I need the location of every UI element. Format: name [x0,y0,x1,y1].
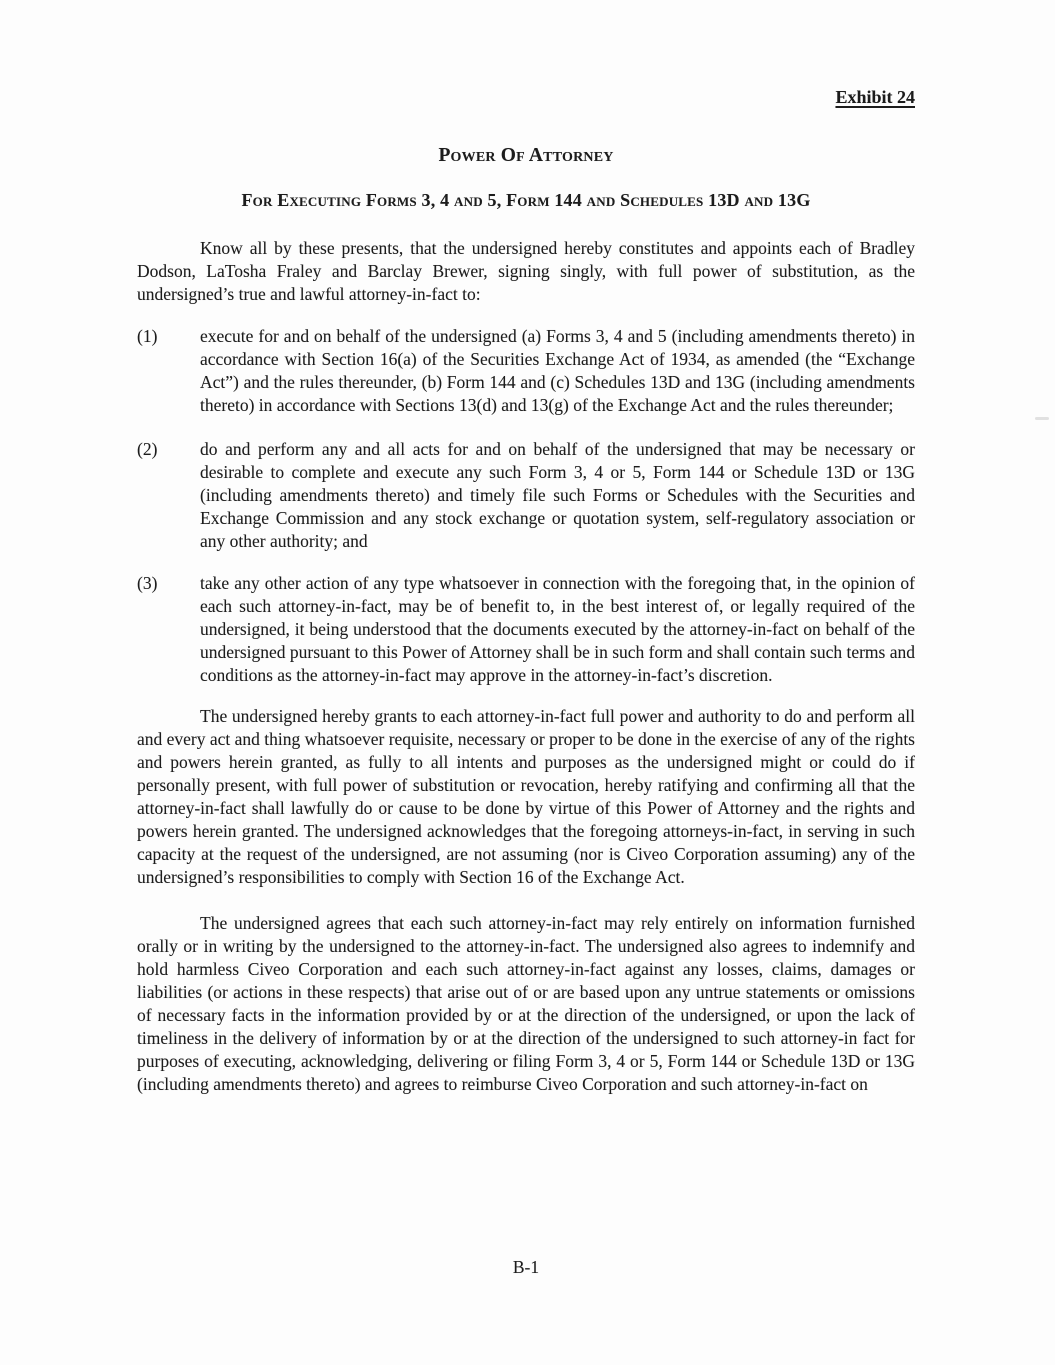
scan-artifact [1035,417,1049,420]
grant-paragraph: The undersigned hereby grants to each attorney-in-fact full power and authority to do and perform all and every act and thing whatsoever requisite, necessary or proper to be done in the exercise of any of the rights and powers herein granted, as fully to all intents and purposes as the undersigned might or could do if personally present, with full power of substitution or revocation, hereby ratifying and confirming all that the attorney-in-fact shall lawfully do or cause to be done by virtue of this Power of Attorney and the rights and powers herein granted. The undersigned acknowledges that the foregoing attorneys-in-fact, in serving in such capacity at the request of the undersigned, are not assuming (nor is Civeo Corporation assuming) any of the undersigned’s responsibilities to comply with Section 16 of the Exchange Act. [137,706,915,887]
numbered-item-3 [137,572,915,687]
page-number: B-1 [512,1257,540,1277]
item-2-number: (2) [137,439,158,459]
exhibit-header [137,86,915,109]
item-3-number: (3) [137,573,158,593]
exhibit-label: Exhibit 24 [835,87,915,107]
reliance-paragraph: The undersigned agrees that each such attorney-in-fact may rely entirely on information furnished orally or in writing by the undersigned to the attorney-in-fact. The undersigned also agrees to indemnify and hold harmless Civeo Corporation and each such attorney-in-fact against any losses, claims, damages or liabilities (or actions in these respects) that arise out of or are based upon any untrue statements or omissions of necessary facts in the information provided by or at the direction of the undersigned, or upon the lack of timeliness in the delivery of information by or at the direction of the undersigned to such attorney-in fact for purposes of executing, acknowledging, delivering or filing Form 3, 4 or 5, Form 144 or Schedule 13D or 13G (including amendments thereto) and agrees to reimburse Civeo Corporation and such attorney-in-fact on [137,913,915,1094]
numbered-item-1 [137,325,915,417]
item-3-text: take any other action of any type whatsoever in connection with the foregoing that, in the opinion of each such attorney-in-fact, may be of benefit to, in the best interest of, or legally required of the undersigned, it being understood that the documents executed by the attorney-in-fact on behalf of the undersigned pursuant to this Power of Attorney shall be in such form and shall contain such terms and conditions as the attorney-in-fact may approve in the attorney-in-fact’s discretion. [200,573,915,685]
item-1-text: execute for and on behalf of the undersigned (a) Forms 3, 4 and 5 (including amendments thereto) in accordance with Section 16(a) of the Securities Exchange Act of 1934, as amended (the “Exchange Act”) and the rules thereunder, (b) Form 144 and (c) Schedules 13D and 13G (including amendments thereto) in accordance with Sections 13(d) and 13(g) of the Exchange Act and the rules thereunder; [200,326,915,415]
item-1-number: (1) [137,326,158,346]
intro-paragraph: Know all by these presents, that the undersigned hereby constitutes and appoints each of Bradley Dodson, LaTosha Fraley and Barclay Brewer, signing singly, with full power of substitution, as the undersigned’s true and lawful attorney-in-fact to: [137,238,915,304]
document-title: Power Of Attorney [438,145,614,166]
document-subtitle: For Executing Forms 3, 4 and 5, Form 144 and Schedules 13D and 13G [241,190,811,210]
numbered-item-2 [137,438,915,553]
item-2-text: do and perform any and all acts for and on behalf of the undersigned that may be necessary or desirable to complete and execute any such Form 3, 4 or 5, Form 144 or Schedule 13D or 13G (including amendments thereto) and timely file such Forms or Schedules with the Securities and Exchange Commission and any stock exchange or quotation system, self-regulatory association or any other authority; and [200,439,915,551]
